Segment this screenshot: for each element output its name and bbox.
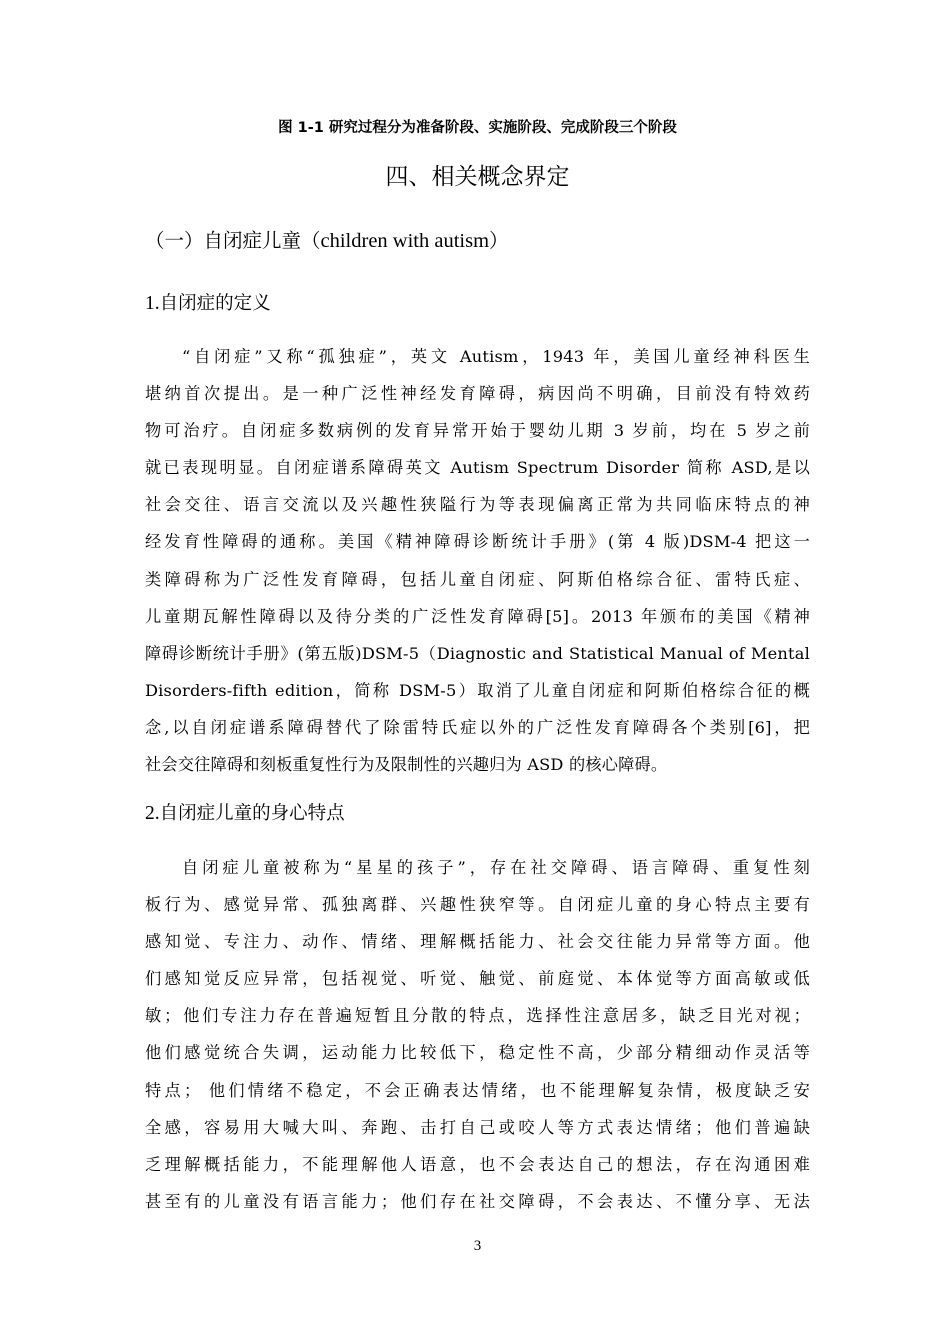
heading-number: 1. [145, 293, 160, 314]
figure-caption: 图 1-1 研究过程分为准备阶段、实施阶段、完成阶段三个阶段 [278, 120, 677, 136]
section-title: 四、相关概念界定 [385, 164, 570, 190]
text-line: 自闭症儿童被称为“星星的孩子”，存在社交障碍、语言障碍、重复性刻 [182, 858, 810, 877]
text-line: 社会交往障碍和刻板重复性行为及限制性的兴趣归为 ASD 的核心障碍。 [145, 755, 668, 775]
document-page [145, 0, 810, 1344]
text-line: “自闭症”又称“孤独症”，英文 Autism，1943 年，美国儿童经神科医生 [182, 347, 810, 366]
paragraph-autism-definition [145, 338, 810, 783]
text-line: 社会交往、语言交流以及兴趣性狭隘行为等表现偏离正常为共同临床特点的神 [145, 495, 810, 515]
text-line: 乏理解概括能力，不能理解他人语意，也不会表达自己的想法，存在沟通困难 [145, 1154, 810, 1174]
paragraph-characteristics [145, 849, 810, 1220]
subsection-title [145, 226, 509, 256]
text-line: 物可治疗。自闭症多数病例的发育异常开始于婴幼儿期 3 岁前，均在 5 岁之前 [145, 421, 810, 441]
subsection-title-prefix: （一）自闭症儿童（ [145, 229, 321, 252]
text-line: 就已表现明显。自闭症谱系障碍英文 Autism Spectrum Disorder 简称 ASD,是以 [145, 458, 810, 478]
text-line: 敏；他们专注力存在普遍短暂且分散的特点，选择性注意居多，缺乏目光对视； [145, 1006, 810, 1026]
subsection-title-latin: children with autism [320, 230, 490, 252]
text-line: 他们感觉统合失调，运动能力比较低下，稳定性不高，少部分精细动作灵活等 [145, 1043, 810, 1063]
text-line: 板行为、感觉异常、孤独离群、兴趣性狭窄等。自闭症儿童的身心特点主要有 [145, 895, 810, 915]
text-line: 念,以自闭症谱系障碍替代了除雷特氏症以外的广泛性发育障碍各个类别[6]，把 [145, 717, 810, 737]
text-line: 堪纳首次提出。是一种广泛性神经发育障碍，病因尚不明确，目前没有特效药 [145, 384, 810, 404]
heading-autism-definition [145, 290, 271, 318]
subsection-title-suffix: ） [489, 229, 509, 252]
text-line: 感知觉、专注力、动作、情绪、理解概括能力、社会交往能力异常等方面。他 [145, 932, 810, 952]
text-line: 经发育性障碍的通称。美国《精神障碍诊断统计手册》(第 4 版)DSM-4 把这一 [145, 532, 810, 552]
text-line: 全感，容易用大喊大叫、奔跑、击打自己或咬人等方式表达情绪；他们普遍缺 [145, 1117, 810, 1137]
page-number: 3 [473, 1238, 482, 1254]
heading-text: 自闭症儿童的身心特点 [159, 803, 345, 824]
text-line: 甚至有的儿童没有语言能力；他们存在社交障碍，不会表达、不懂分享、无法 [145, 1191, 810, 1211]
text-line: 类障碍称为广泛性发育障碍，包括儿童自闭症、阿斯伯格综合征、雷特氏症、 [145, 569, 810, 589]
text-line: 儿童期瓦解性障碍以及待分类的广泛性发育障碍[5]。2013 年颁布的美国《精神 [145, 606, 810, 626]
heading-number: 2. [145, 803, 160, 824]
heading-text: 自闭症的定义 [159, 293, 271, 314]
heading-characteristics [145, 800, 345, 828]
text-line: 特点； 他们情绪不稳定，不会正确表达情绪，也不能理解复杂情，极度缺乏安 [145, 1080, 810, 1100]
text-line: 障碍诊断统计手册》(第五版)DSM-5（Diagnostic and Statistical Manual of Mental [145, 643, 810, 663]
text-line: 们感知觉反应异常，包括视觉、听觉、触觉、前庭觉、本体觉等方面高敏或低 [145, 969, 810, 989]
text-line: Disorders-fifth edition，简称 DSM-5）取消了儿童自闭症和阿斯伯格综合征的概 [145, 680, 810, 700]
